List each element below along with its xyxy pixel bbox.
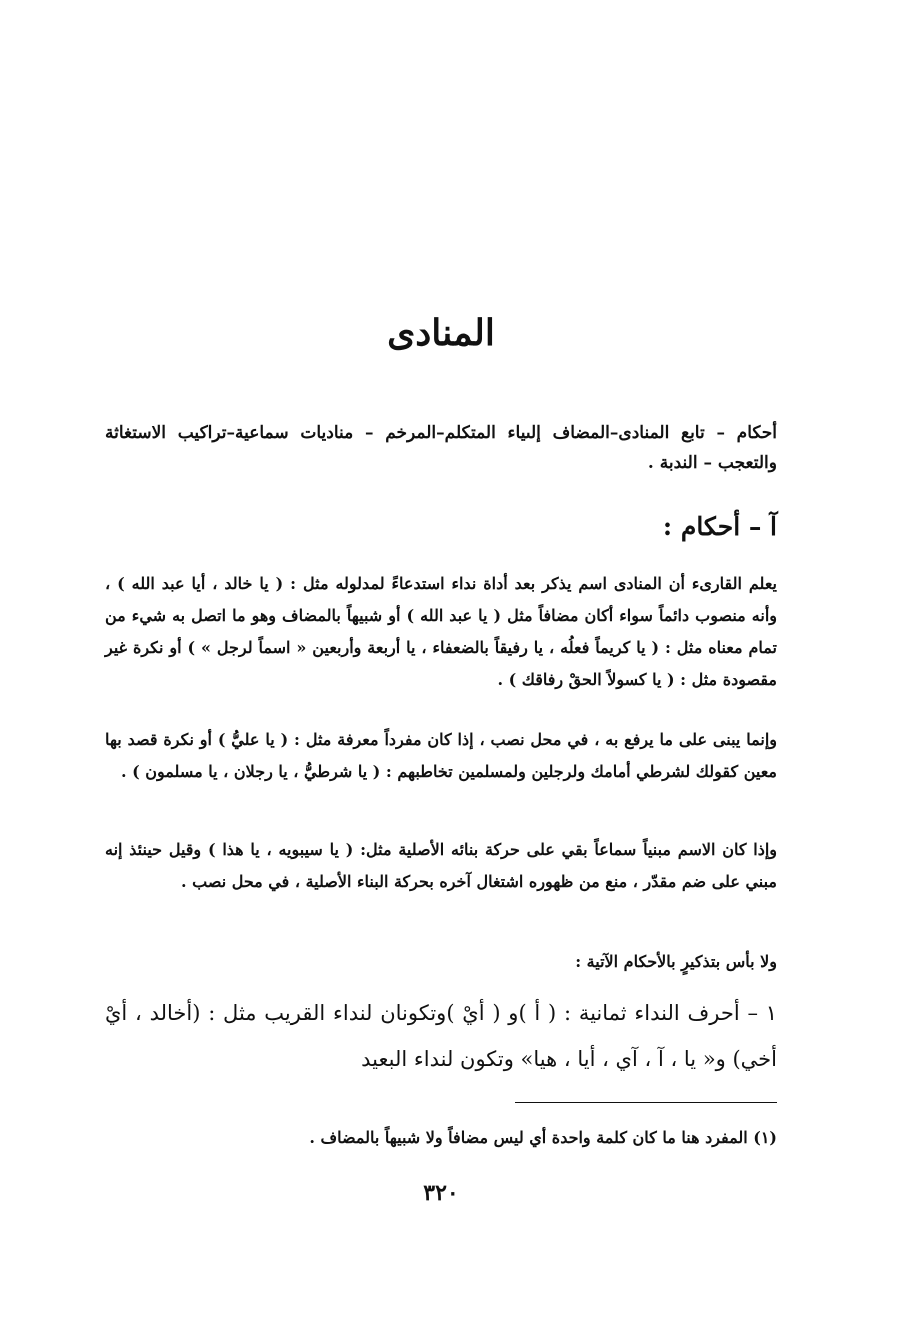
page-number: ٣٢٠ [423,1180,459,1206]
footnote: (١) المفرد هنا ما كان كلمة واحدة أي ليس مضافاً ولا شبيهاً بالمضاف . [309,1128,777,1147]
list-item-1: ١ – أحرف النداء ثمانية : ( أ )و ( أيْ )وتكونان لنداء القريب مثل : (أخالد ، أيْ أخي) و« يا ، آ ، آي ، أيا ، هيا» وتكون لنداء البعيد [105,1001,777,1071]
chapter-summary: أحكام – تابع المنادى–المضاف إلىياء المتكلم–المرخم – مناديات سماعية–تراكيب الاستغاثة والتعجب – الندبة . [105,423,777,473]
page-title: المنادى [387,312,495,354]
paragraph-2: وإنما يبنى على ما يرفع به ، في محل نصب ، إذا كان مفرداً معرفة مثل : ( يا عليُّ ) أو نكرة قصد بها معين كقولك لشرطي أمامك ولرجلين ولمسلمين تخاطبهم : ( يا شرطيُّ ، يا رجلان ، يا مسلمون ) . [105,730,777,781]
paragraph-4: ولا بأس بتذكيرٍ بالأحكام الآتية : [575,952,777,971]
paragraph-3: وإذا كان الاسم مبنياً سماعاً بقي على حركة بنائه الأصلية مثل: ( يا سيبويه ، يا هذا ) وقيل حينئذ إنه مبني على ضم مقدّر ، منع من ظهوره اشتغال آخره بحركة البناء الأصلية ، في محل نصب . [105,840,778,891]
paragraph-1: يعلم القارىء أن المنادى اسم يذكر بعد أداة نداء استدعاءً لمدلوله مثل : ( يا خالد ، أيا عبد الله ) ، وأنه منصوب دائماً سواء أكان مضافاً مثل ( يا عبد الله ) أو شبيهاً بالمضاف وهو ما اتصل به شيء من تمام معناه مثل : ( يا كريماً فعلُه ، يا رفيقاً بالضعفاء ، يا أربعة وأربعين « اسماً لرجل » ) أو نكرة غير مقصودة مثل : ( يا كسولاً الحقْ رفاقك ) . [105,574,777,689]
document-page [105,0,777,1343]
footnote-divider [515,1102,777,1103]
section-heading: آ – أحكام : [662,512,777,541]
